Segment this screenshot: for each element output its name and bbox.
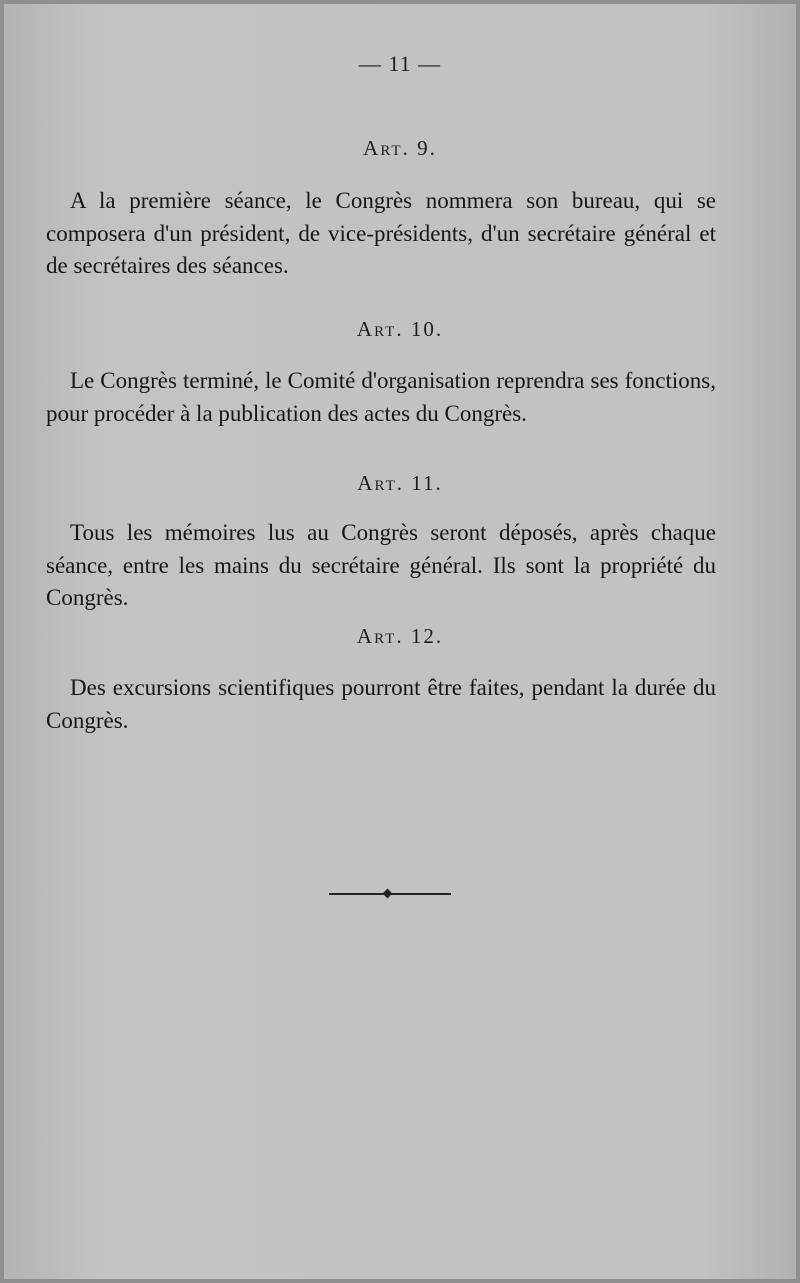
section-end-ornament [329, 889, 451, 899]
article-11-text: Tous les mémoires lus au Congrès seront déposés, après chaque séance, entre les mains du secrétaire général. Ils sont la propriété du Congrès. [46, 520, 716, 610]
article-10-heading: Art. 10. [356, 317, 444, 341]
page-number: — 11 — [358, 51, 442, 76]
article-12-text: Des excursions scientifiques pourront être faites, pendant la durée du Congrès. [46, 675, 716, 733]
article-9-heading: Art. 9. [363, 136, 437, 160]
article-11-heading: Art. 11. [357, 471, 443, 495]
document-page [4, 4, 796, 1279]
article-12-heading: Art. 12. [356, 624, 444, 648]
diamond-icon [383, 889, 393, 899]
article-9-text: A la première séance, le Congrès nommera son bureau, qui se composera d'un président, de vice-présidents, d'un secrétaire général et de secrétaires des séances. [46, 188, 716, 278]
article-10-text: Le Congrès terminé, le Comité d'organisation reprendra ses fonctions, pour procéder à la publication des actes du Congrès. [46, 368, 716, 426]
